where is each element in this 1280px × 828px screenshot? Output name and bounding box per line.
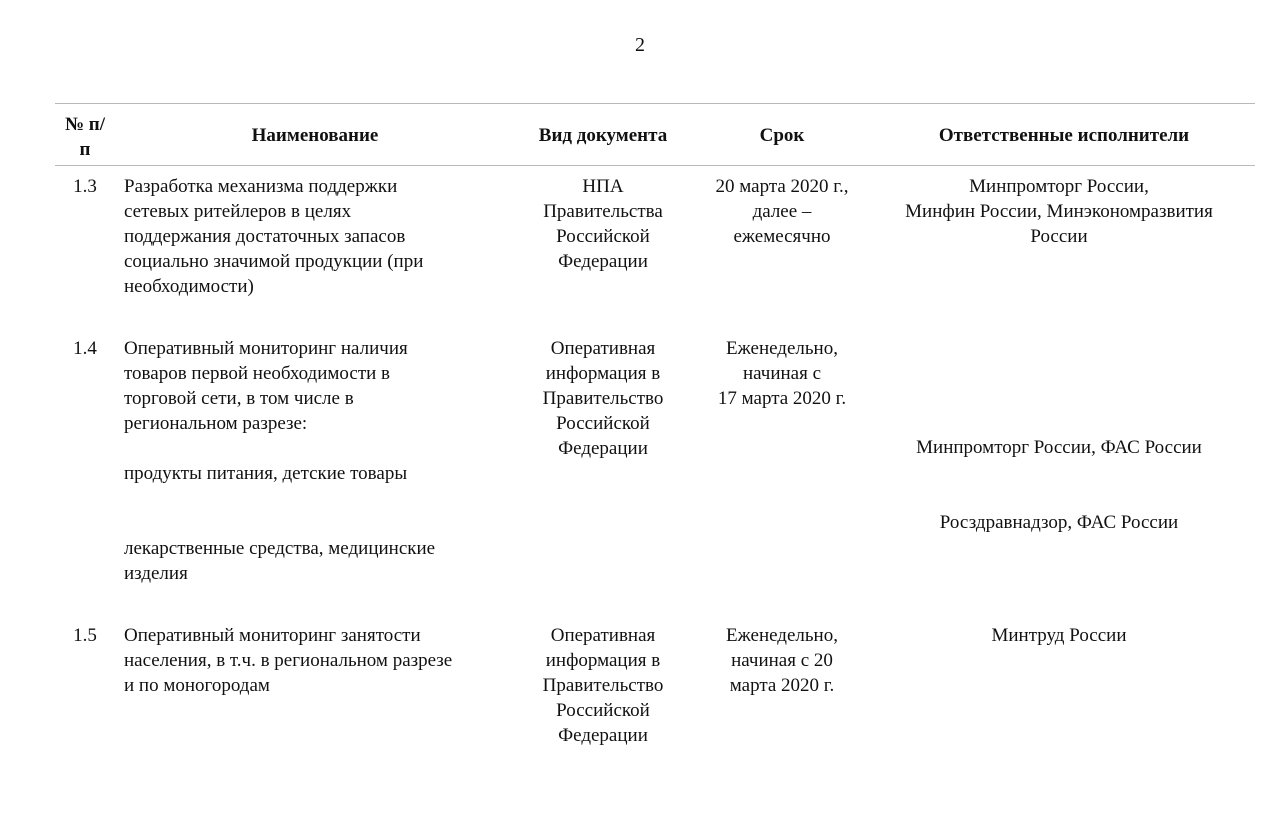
- row-number: 1.3: [73, 176, 97, 197]
- row-name: [124, 623, 514, 698]
- text-line: Оперативная: [550, 338, 656, 359]
- text-line: Российской: [556, 226, 650, 247]
- text-line: марта 2020 г.: [729, 675, 835, 696]
- row-responsible: [873, 623, 1245, 648]
- text-line: Правительство: [542, 388, 664, 409]
- text-line: необходимости): [124, 276, 254, 297]
- header-doc-type: Вид документа: [538, 125, 668, 146]
- row-deadline: [691, 174, 873, 249]
- text-line: Оперативный мониторинг наличия: [124, 338, 408, 359]
- sub-item-responsible: [873, 435, 1245, 460]
- row-number: 1.5: [73, 625, 97, 646]
- text-line: Минтруд России: [991, 625, 1127, 646]
- text-line: далее –: [752, 201, 812, 222]
- page-number: 2: [635, 34, 645, 56]
- text-line: продукты питания, детские товары: [124, 463, 408, 484]
- text-line: торговой сети, в том числе в: [124, 388, 354, 409]
- text-line: начиная с: [742, 363, 822, 384]
- text-line: Федерации: [558, 251, 648, 272]
- row-doc-type: [515, 336, 691, 461]
- text-line: 17 марта 2020 г.: [717, 388, 847, 409]
- row-deadline: [691, 336, 873, 411]
- text-line: социально значимой продукции (при: [124, 251, 424, 272]
- text-line: Федерации: [558, 438, 648, 459]
- text-line: Минфин России, Минэкономразвития: [905, 201, 1213, 222]
- text-line: Еженедельно,: [726, 338, 838, 359]
- text-line: 20 марта 2020 г.,: [715, 176, 849, 197]
- text-line: поддержания достаточных запасов: [124, 226, 406, 247]
- text-line: населения, в т.ч. в региональном разрезе: [124, 650, 453, 671]
- text-line: Росздравнадзор, ФАС России: [939, 512, 1179, 533]
- text-line: Минпромторг России, ФАС России: [916, 437, 1202, 458]
- text-line: Оперативный мониторинг занятости: [124, 625, 421, 646]
- text-line: Еженедельно,: [726, 625, 838, 646]
- text-line: региональном разрезе:: [124, 413, 308, 434]
- text-line: Российской: [556, 700, 650, 721]
- sub-item-name: [124, 536, 514, 586]
- text-line: и по моногородам: [124, 675, 270, 696]
- text-line: Минпромторг России,: [969, 176, 1149, 197]
- text-line: Правительство: [542, 675, 664, 696]
- row-number: 1.4: [73, 338, 97, 359]
- text-line: информация в: [545, 650, 661, 671]
- header-num-line: № п/: [64, 114, 106, 135]
- text-line: изделия: [124, 563, 188, 584]
- text-line: Российской: [556, 413, 650, 434]
- header-deadline: Срок: [759, 125, 805, 146]
- row-responsible: [873, 174, 1245, 249]
- sub-item-responsible: [873, 510, 1245, 535]
- text-line: Федерации: [558, 725, 648, 746]
- header-num-line: п: [79, 139, 91, 160]
- header-name: Наименование: [251, 125, 379, 146]
- row-doc-type: [515, 174, 691, 274]
- text-line: Правительства: [543, 201, 663, 222]
- row-deadline: [691, 623, 873, 698]
- text-line: сетевых ритейлеров в целях: [124, 201, 352, 222]
- text-line: Разработка механизма поддержки: [124, 176, 398, 197]
- header-responsible: Ответственные исполнители: [938, 125, 1190, 146]
- row-name: [124, 174, 514, 299]
- row-doc-type: [515, 623, 691, 748]
- text-line: НПА: [582, 176, 624, 197]
- text-line: Оперативная: [550, 625, 656, 646]
- sub-item-name: [124, 461, 514, 486]
- text-line: лекарственные средства, медицинские: [124, 538, 436, 559]
- text-line: начиная с 20: [731, 650, 833, 671]
- text-line: товаров первой необходимости в: [124, 363, 391, 384]
- text-line: ежемесячно: [733, 226, 831, 247]
- header-bottom-rule: [55, 165, 1255, 166]
- header-num: [55, 112, 115, 162]
- text-line: информация в: [545, 363, 661, 384]
- table-top-rule: [55, 103, 1255, 104]
- text-line: России: [1030, 226, 1088, 247]
- row-name: [124, 336, 514, 436]
